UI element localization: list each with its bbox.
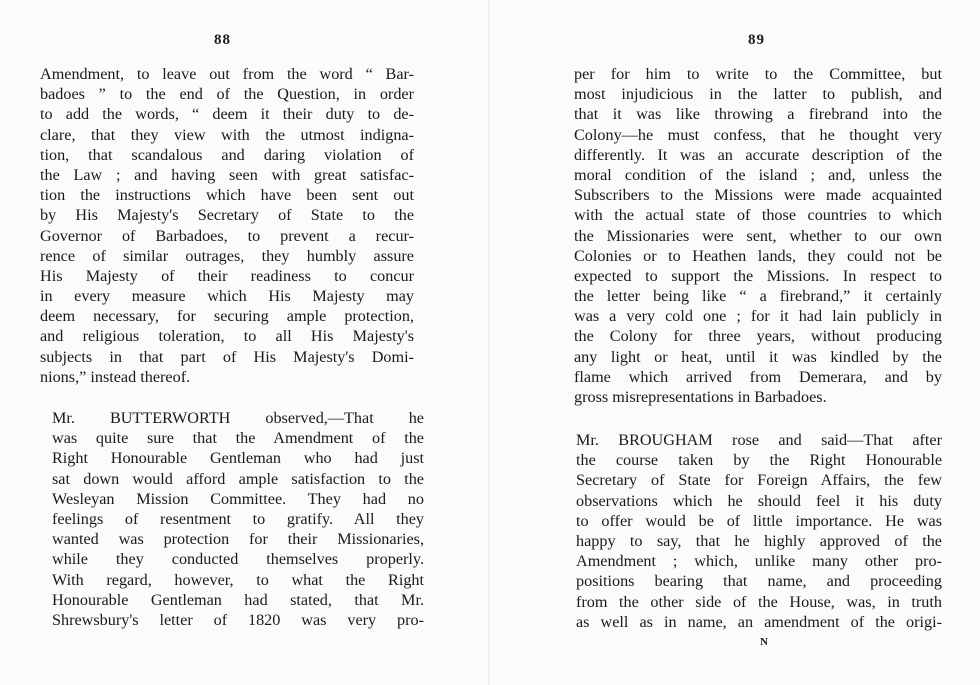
text-line: feelings of resentment to gratify. All they — [52, 509, 424, 528]
text-line: expected to support the Missions. In respect to — [574, 266, 942, 285]
text-line: deem necessary, for securing ample protection, — [40, 307, 414, 326]
text-line: Mr. BUTTERWORTH observed,—That he — [52, 409, 424, 427]
text-line: Colonies or to Heathen lands, they could not be — [574, 246, 942, 265]
text-line: nions,” instead thereof. — [40, 367, 191, 386]
text-line: from the other side of the House, was, in truth — [576, 592, 942, 611]
text-line: the Colony for three years, without producing — [574, 327, 942, 346]
text-line: Governor of Barbadoes, to prevent a recur- — [40, 226, 414, 245]
text-line: that it was like throwing a firebrand into the — [574, 105, 942, 124]
text-line: tion, that scandalous and daring violation of — [40, 145, 414, 164]
text-line: Subscribers to the Missions were made acquainted — [574, 186, 942, 205]
text-line: in every measure which His Majesty may — [40, 287, 414, 306]
text-line: to add the words, “ deem it their duty to de- — [40, 105, 414, 124]
text-line: Wesleyan Mission Committee. They had no — [52, 489, 424, 508]
text-line: flame which arrived from Demerara, and by — [574, 367, 942, 386]
text-line: per for him to write to the Committee, but — [574, 65, 942, 83]
text-line: the course taken by the Right Honourable — [576, 451, 942, 470]
text-line: and religious toleration, to all His Majesty's — [40, 327, 414, 346]
text-line: Amendment, to leave out from the word “ Bar- — [40, 65, 414, 83]
paragraph — [574, 64, 942, 407]
text-line: was a very cold one ; for it had lain publicly in — [574, 307, 942, 326]
text-line: Amendment ; which, unlike many other pro- — [576, 552, 942, 571]
text-line: happy to say, that he highly approved of the — [576, 531, 942, 550]
text-line: while they conducted themselves properly. — [52, 550, 424, 569]
text-line: gross misrepresentations in Barbadoes. — [574, 388, 827, 406]
text-line: observations which he should feel it his duty — [576, 491, 942, 510]
text-line: with the actual state of those countries to which — [574, 206, 942, 225]
text-line: was quite sure that the Amendment of the — [52, 429, 424, 448]
left-page — [0, 0, 488, 685]
paragraph — [40, 64, 414, 387]
text-line: rence of similar outrages, they humbly assure — [40, 246, 414, 265]
text-line: His Majesty of their readiness to concur — [40, 266, 414, 285]
text-line: Secretary of State for Foreign Affairs, the few — [576, 471, 942, 490]
text-line: the Law ; and having seen with great satisfac- — [40, 165, 414, 184]
signature-mark: N — [760, 636, 768, 648]
text-line: With regard, however, to what the Right — [52, 570, 424, 589]
text-line: to offer would be of little importance. He was — [576, 511, 942, 530]
text-line: Shrewsbury's letter of 1820 was very pro- — [52, 610, 424, 629]
paragraph — [576, 430, 942, 632]
text-line: Honourable Gentleman had stated, that Mr. — [52, 590, 424, 609]
text-line: Colony—he must confess, that he thought very — [574, 125, 942, 144]
text-line: tion the instructions which have been sent out — [40, 186, 414, 205]
paragraph — [52, 408, 424, 630]
text-line: wanted was protection for their Missionaries, — [52, 530, 424, 549]
text-line: subjects in that part of His Majesty's Domi- — [40, 347, 414, 366]
text-line: Mr. BROUGHAM rose and said—That after — [576, 431, 942, 449]
text-line: the letter being like “ a firebrand,” it certainly — [574, 287, 942, 306]
text-line: positions bearing that name, and proceeding — [576, 572, 942, 591]
text-line: differently. It was an accurate description of the — [574, 145, 942, 164]
text-line: moral condition of the island ; and, unless the — [574, 165, 942, 184]
text-line: most injudicious in the latter to publish, and — [574, 85, 942, 104]
text-line: any light or heat, until it was kindled by the — [574, 347, 942, 366]
text-line: by His Majesty's Secretary of State to the — [40, 206, 414, 225]
text-line: badoes ” to the end of the Question, in order — [40, 85, 414, 104]
text-line: the Missionaries were sent, whether to our own — [574, 226, 942, 245]
right-page — [490, 0, 980, 685]
page-number: 88 — [214, 32, 231, 48]
page-number: 89 — [748, 32, 765, 48]
text-line: Right Honourable Gentleman who had just — [52, 449, 424, 468]
text-line: sat down would afford ample satisfaction to the — [52, 469, 424, 488]
text-line: clare, that they view with the utmost indigna- — [40, 125, 414, 144]
text-line: as well as in name, an amendment of the origi- — [576, 612, 942, 631]
